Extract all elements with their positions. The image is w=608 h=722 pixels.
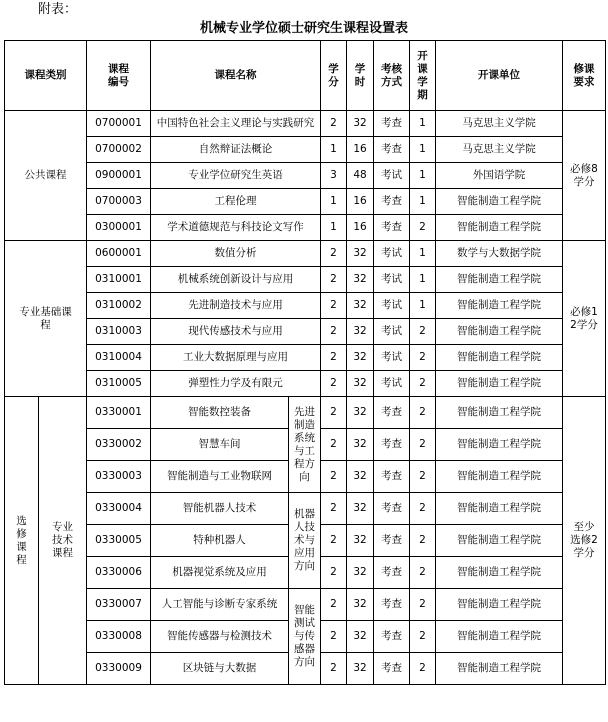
course-exam: 考试 <box>374 319 410 345</box>
course-dept: 智能制造工程学院 <box>436 371 563 397</box>
course-code: 0600001 <box>87 241 151 267</box>
course-name: 先进制造技术与应用 <box>151 293 321 319</box>
course-term: 2 <box>410 557 436 589</box>
course-term: 2 <box>410 493 436 525</box>
course-code: 0900001 <box>87 163 151 189</box>
course-code: 0330003 <box>87 461 151 493</box>
course-exam: 考查 <box>374 429 410 461</box>
course-dept: 马克思主义学院 <box>436 111 563 137</box>
course-exam: 考查 <box>374 525 410 557</box>
category-elective-sub: 专业技术课程 <box>39 397 87 685</box>
course-hours: 16 <box>347 215 374 241</box>
course-term: 1 <box>410 137 436 163</box>
course-code: 0330004 <box>87 493 151 525</box>
course-name: 专业学位研究生英语 <box>151 163 321 189</box>
course-term: 2 <box>410 397 436 429</box>
table-row <box>5 293 606 319</box>
course-name: 智能制造与工业物联网 <box>151 461 289 493</box>
course-code: 0330005 <box>87 525 151 557</box>
course-term: 1 <box>410 111 436 137</box>
course-code: 0310003 <box>87 319 151 345</box>
course-dept: 智能制造工程学院 <box>436 397 563 429</box>
course-name: 机器视觉系统及应用 <box>151 557 289 589</box>
course-credit: 2 <box>321 621 347 653</box>
course-exam: 考试 <box>374 163 410 189</box>
req-public: 必修8学分 <box>563 111 606 241</box>
course-credit: 2 <box>321 557 347 589</box>
course-name: 学术道德规范与科技论文写作 <box>151 215 321 241</box>
course-code: 0700002 <box>87 137 151 163</box>
course-term: 1 <box>410 293 436 319</box>
course-hours: 32 <box>347 371 374 397</box>
course-code: 0700003 <box>87 189 151 215</box>
table-row <box>5 319 606 345</box>
header-dept: 开课单位 <box>436 41 563 111</box>
course-term: 1 <box>410 163 436 189</box>
course-hours: 32 <box>347 461 374 493</box>
course-term: 2 <box>410 525 436 557</box>
course-dept: 智能制造工程学院 <box>436 293 563 319</box>
course-exam: 考试 <box>374 371 410 397</box>
course-credit: 2 <box>321 525 347 557</box>
course-code: 0300001 <box>87 215 151 241</box>
course-dept: 智能制造工程学院 <box>436 493 563 525</box>
course-exam: 考试 <box>374 267 410 293</box>
table-row <box>5 189 606 215</box>
course-name: 区块链与大数据 <box>151 653 289 685</box>
course-exam: 考查 <box>374 621 410 653</box>
header-row <box>5 41 606 111</box>
course-hours: 32 <box>347 111 374 137</box>
course-term: 2 <box>410 589 436 621</box>
course-term: 1 <box>410 189 436 215</box>
course-dept: 智能制造工程学院 <box>436 461 563 493</box>
course-credit: 2 <box>321 429 347 461</box>
course-credit: 2 <box>321 267 347 293</box>
header-category: 课程类别 <box>5 41 87 111</box>
course-hours: 16 <box>347 189 374 215</box>
course-name: 特种机器人 <box>151 525 289 557</box>
course-table <box>4 40 606 685</box>
category-elective: 选修课程 <box>5 397 39 685</box>
table-row <box>5 397 606 429</box>
course-hours: 32 <box>347 345 374 371</box>
course-dept: 智能制造工程学院 <box>436 189 563 215</box>
course-hours: 32 <box>347 241 374 267</box>
course-term: 1 <box>410 241 436 267</box>
course-name: 数值分析 <box>151 241 321 267</box>
course-code: 0310004 <box>87 345 151 371</box>
course-dept: 智能制造工程学院 <box>436 215 563 241</box>
course-dept: 智能制造工程学院 <box>436 267 563 293</box>
req-basic: 必修12学分 <box>563 241 606 397</box>
course-credit: 2 <box>321 345 347 371</box>
table-row <box>5 241 606 267</box>
course-credit: 2 <box>321 461 347 493</box>
course-exam: 考查 <box>374 461 410 493</box>
course-credit: 2 <box>321 493 347 525</box>
course-code: 0310005 <box>87 371 151 397</box>
course-name: 人工智能与诊断专家系统 <box>151 589 289 621</box>
course-dept: 智能制造工程学院 <box>436 557 563 589</box>
course-name: 现代传感技术与应用 <box>151 319 321 345</box>
course-dept: 智能制造工程学院 <box>436 653 563 685</box>
course-name: 中国特色社会主义理论与实践研究 <box>151 111 321 137</box>
category-public: 公共课程 <box>5 111 87 241</box>
table-row <box>5 215 606 241</box>
course-term: 2 <box>410 215 436 241</box>
course-hours: 32 <box>347 267 374 293</box>
course-credit: 2 <box>321 241 347 267</box>
course-credit: 1 <box>321 137 347 163</box>
course-exam: 考查 <box>374 493 410 525</box>
course-code: 0310001 <box>87 267 151 293</box>
course-exam: 考试 <box>374 345 410 371</box>
course-term: 2 <box>410 345 436 371</box>
header-req: 修课要求 <box>563 41 606 111</box>
course-exam: 考查 <box>374 111 410 137</box>
appendix-note: 附表： <box>38 2 78 17</box>
course-code: 0330002 <box>87 429 151 461</box>
course-name: 机械系统创新设计与应用 <box>151 267 321 293</box>
course-exam: 考查 <box>374 397 410 429</box>
course-dept: 智能制造工程学院 <box>436 589 563 621</box>
course-hours: 32 <box>347 293 374 319</box>
course-hours: 32 <box>347 525 374 557</box>
course-dept: 智能制造工程学院 <box>436 345 563 371</box>
course-name: 弹塑性力学及有限元 <box>151 371 321 397</box>
table-row <box>5 163 606 189</box>
course-name: 智能机器人技术 <box>151 493 289 525</box>
direction-label: 智能测试与传感器方向 <box>289 589 321 685</box>
course-credit: 1 <box>321 189 347 215</box>
course-hours: 32 <box>347 397 374 429</box>
course-credit: 2 <box>321 293 347 319</box>
header-hours: 学时 <box>347 41 374 111</box>
course-hours: 32 <box>347 621 374 653</box>
course-dept: 马克思主义学院 <box>436 137 563 163</box>
course-credit: 2 <box>321 319 347 345</box>
course-term: 1 <box>410 267 436 293</box>
direction-label: 机器人技术与应用方向 <box>289 493 321 589</box>
course-credit: 2 <box>321 653 347 685</box>
course-exam: 考查 <box>374 137 410 163</box>
course-code: 0310002 <box>87 293 151 319</box>
table-row <box>5 111 606 137</box>
course-code: 0330009 <box>87 653 151 685</box>
course-term: 2 <box>410 319 436 345</box>
course-exam: 考试 <box>374 241 410 267</box>
course-exam: 考查 <box>374 189 410 215</box>
course-credit: 1 <box>321 215 347 241</box>
course-dept: 智能制造工程学院 <box>436 621 563 653</box>
req-elective: 至少选修2学分 <box>563 397 606 685</box>
page-title: 机械专业学位硕士研究生课程设置表 <box>199 21 408 36</box>
course-code: 0330007 <box>87 589 151 621</box>
header-exam: 考核方式 <box>374 41 410 111</box>
header-term: 开课学期 <box>410 41 436 111</box>
table-row <box>5 589 606 621</box>
course-exam: 考查 <box>374 557 410 589</box>
course-term: 2 <box>410 371 436 397</box>
course-dept: 智能制造工程学院 <box>436 429 563 461</box>
course-name: 智能传感器与检测技术 <box>151 621 289 653</box>
course-exam: 考查 <box>374 653 410 685</box>
course-hours: 32 <box>347 319 374 345</box>
header-name: 课程名称 <box>151 41 321 111</box>
course-hours: 32 <box>347 557 374 589</box>
header-code: 课程编号 <box>87 41 151 111</box>
table-row <box>5 345 606 371</box>
course-exam: 考查 <box>374 215 410 241</box>
course-name: 自然辩证法概论 <box>151 137 321 163</box>
course-credit: 3 <box>321 163 347 189</box>
course-name: 工业大数据原理与应用 <box>151 345 321 371</box>
course-hours: 32 <box>347 589 374 621</box>
table-row <box>5 493 606 525</box>
course-credit: 2 <box>321 111 347 137</box>
course-code: 0330006 <box>87 557 151 589</box>
course-name: 智能数控装备 <box>151 397 289 429</box>
course-hours: 48 <box>347 163 374 189</box>
table-row <box>5 371 606 397</box>
course-dept: 智能制造工程学院 <box>436 319 563 345</box>
course-exam: 考查 <box>374 589 410 621</box>
table-row <box>5 267 606 293</box>
header-credit: 学分 <box>321 41 347 111</box>
course-term: 2 <box>410 429 436 461</box>
course-code: 0700001 <box>87 111 151 137</box>
course-credit: 2 <box>321 397 347 429</box>
course-hours: 32 <box>347 429 374 461</box>
course-credit: 2 <box>321 371 347 397</box>
course-dept: 外国语学院 <box>436 163 563 189</box>
course-term: 2 <box>410 653 436 685</box>
course-name: 智慧车间 <box>151 429 289 461</box>
course-dept: 数学与大数据学院 <box>436 241 563 267</box>
direction-label: 先进制造系统与工程方向 <box>289 397 321 493</box>
course-hours: 32 <box>347 493 374 525</box>
course-term: 2 <box>410 621 436 653</box>
course-name: 工程伦理 <box>151 189 321 215</box>
course-credit: 2 <box>321 589 347 621</box>
course-dept: 智能制造工程学院 <box>436 525 563 557</box>
course-hours: 16 <box>347 137 374 163</box>
category-basic: 专业基础课程 <box>5 241 87 397</box>
course-code: 0330001 <box>87 397 151 429</box>
course-code: 0330008 <box>87 621 151 653</box>
course-term: 2 <box>410 461 436 493</box>
course-exam: 考试 <box>374 293 410 319</box>
course-hours: 32 <box>347 653 374 685</box>
table-row <box>5 137 606 163</box>
